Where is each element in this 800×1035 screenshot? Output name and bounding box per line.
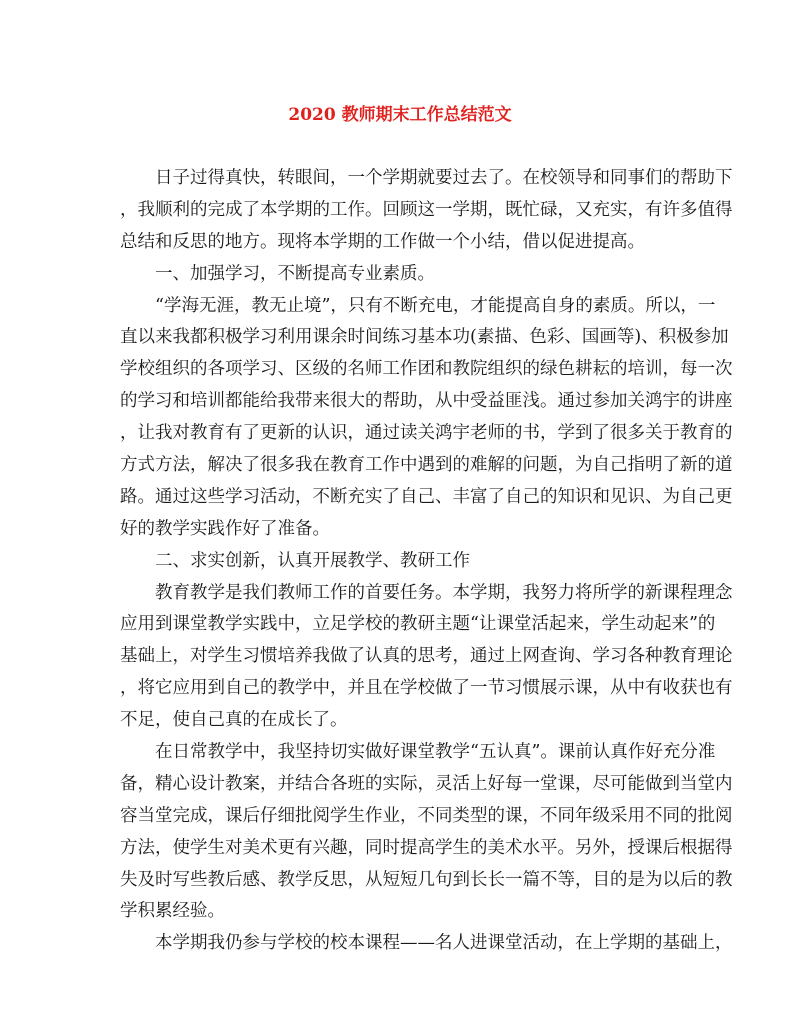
body-line: 的学习和培训都能给我带来很大的帮助，从中受益匪浅。通过参加关鸿宇的讲座 [120,391,733,412]
body-line: 好的教学实践作好了准备。 [120,518,330,539]
body-line: 直以来我都积极学习利用课余时间练习基本功(素描、色彩、国画等)、积极参加 [120,327,729,348]
body-line: 不足，使自己真的在成长了。 [120,710,348,731]
body-line: 方式方法，解决了很多我在教育工作中遇到的难解的问题，为自己指明了新的道 [120,455,733,476]
body-line: 路。通过这些学习活动，不断充实了自己、丰富了自己的知识和见识、为自己更 [120,486,733,507]
body-line: 基础上，对学生习惯培养我做了认真的思考，通过上网查询、学习各种教育理论 [120,646,733,667]
body-line: 在日常教学中，我坚持切实做好课堂教学“五认真”。课前认真作好充分准 [155,742,716,763]
body-line: 学校组织的各项学习、区级的名师工作团和教院组织的绿色耕耘的培训，每一次 [120,359,733,380]
body-line: ，我顺利的完成了本学期的工作。回顾这一学期，既忙碌，又充实，有许多值得 [120,199,733,220]
body-line: “学海无涯，教无止境”，只有不断充电，才能提高自身的素质。所以，一 [155,295,716,316]
body-line: 应用到课堂教学实践中，立足学校的教研主题“让课堂活起来，学生动起来”的 [120,614,716,635]
body-line: 学积累经验。 [120,901,225,922]
body-line: ，将它应用到自己的教学中，并且在学校做了一节习惯展示课，从中有收获也有 [120,678,733,699]
section-heading: 二、求实创新，认真开展教学、教研工作 [155,550,470,571]
document-body [120,163,733,960]
body-line: 方法，使学生对美术更有兴趣，同时提高学生的美术水平。另外，授课后根据得 [120,837,733,858]
document-title: 2020 教师期末工作总结范文 [288,105,512,125]
body-line: 本学期我仍参与学校的校本课程——名人进课堂活动，在上学期的基础上， [155,933,733,954]
body-line: 教育教学是我们教师工作的首要任务。本学期，我努力将所学的新课程理念 [155,582,733,603]
body-line: 容当堂完成，课后仔细批阅学生作业，不同类型的课，不同年级采用不同的批阅 [120,805,733,826]
body-line: 失及时写些教后感、教学反思，从短短几句到长长一篇不等，目的是为以后的教 [120,869,733,890]
body-line: ，让我对教育有了更新的认识，通过读关鸿宇老师的书，学到了很多关于教育的 [120,423,733,444]
body-line: 备，精心设计教案，并结合各班的实际，灵活上好每一堂课，尽可能做到当堂内 [120,773,733,794]
body-line: 日子过得真快，转眼间，一个学期就要过去了。在校领导和同事们的帮助下 [155,168,733,188]
body-line: 总结和反思的地方。现将本学期的工作做一个小结，借以促进提高。 [120,231,645,252]
section-heading: 一、加强学习，不断提高专业素质。 [155,263,435,284]
